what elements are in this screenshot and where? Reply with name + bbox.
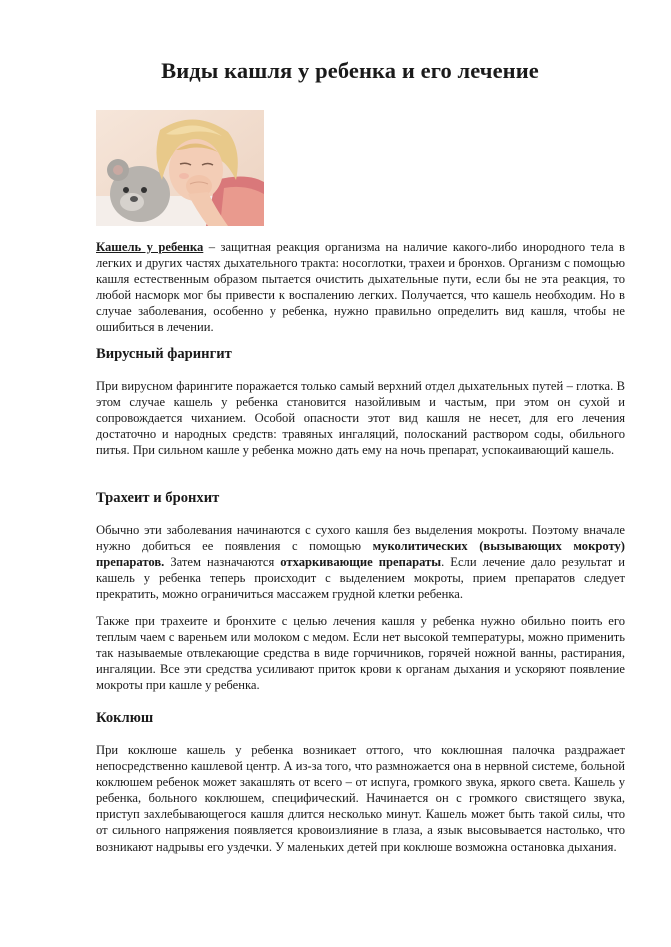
tracheitis-text-c: Затем назначаются <box>164 555 281 570</box>
page-title: Виды кашля у ребенка и его лечение <box>161 58 539 83</box>
section-whooping-cough-text: При коклюше кашель у ребенка возникает оттого, что коклюшная палочка раздражает непосредственно кашлевой центр. А из-за того, что размножается она в нервной системе, больной коклюшем ребенок может закашлять от всего – от испуга, громкого звука, яркого света. Кашель у ребенка, больного коклюшем, специфический. Начинается он с громкого свистящего звука, приступ захлебывающегося кашля длится несколько минут. Кашель может быть такой силы, что от сильного напряжения появляется кровоизлияние в глаза, а язык высовывается настолько, что возникают надрывы его уздечки. У маленьких детей при коклюше возможна остановка дыхания. <box>96 743 625 854</box>
section-tracheitis-paragraph-1 <box>96 522 625 602</box>
expectorant-drugs-term: отхаркивающие препараты <box>280 555 442 570</box>
tracheitis-text-e: . Если лечение дало результат и кашель у ребенка теперь происходит с выделением мокроты, прием препаратов следует прекратить, можно ограничиться массажем грудной клетки ребенка. <box>96 555 625 602</box>
section-heading-whooping-cough: Коклюш <box>96 710 154 726</box>
section-viral-pharyngitis-text: При вирусном фарингите поражается только самый верхний отдел дыхательных путей – глотка. В этом случае кашель у ребенка становится назойливым и частым, при этом он сухой и сопровождается чиханием. Особой опасности этот вид кашля не несет, для его лечения достаточно и народных средств: травяных ингаляций, полосканий раствором соды, обильного питья. При сильном кашле у ребенка можно дать ему на ночь препарат, успокаивающий кашель. <box>96 379 625 458</box>
child-coughing-photo <box>96 110 264 226</box>
mucolytic-drugs-term: муколитических (вызывающих мокроту) препаратов. <box>96 539 625 570</box>
section-heading-viral-pharyngitis: Вирусный фарингит <box>96 346 232 362</box>
intro-paragraph <box>96 239 625 336</box>
tracheitis-text-a: Обычно эти заболевания начинаются с сухого кашля без выделения мокроты. Поэтому вначале нужно добиться ее появления с помощью <box>96 523 625 554</box>
intro-term: Кашель у ребенка <box>96 240 204 254</box>
section-tracheitis-paragraph-2: Также при трахеите и бронхите с целью лечения кашля у ребенка нужно обильно поить его теплым чаем с вареньем или молоком с медом. Если нет высокой температуры, можно применить так называемые отвлекающие средства в виде горчичников, горячей ножной ванны, растирания, ингаляции. Все эти средства усиливают приток крови к органам дыхания и ускоряют появление мокроты при кашле у ребенка. <box>96 614 625 693</box>
section-heading-tracheitis-bronchitis: Трахеит и бронхит <box>96 490 220 506</box>
intro-text: – защитная реакция организма на наличие какого-либо инородного тела в легких и других частях дыхательного тракта: носоглотки, трахеи и бронхов. Организм с помощью кашля естественным образом пытается очистить дыхательные пути, если бы не эта реакция, то любой насморк мог бы привести к воспалению легких. Получается, что кашель необходим. Но в случае заболевания, особенно у ребенка, нужно правильно определить вид кашля, чтобы не ошибиться в лечении. <box>96 240 625 335</box>
